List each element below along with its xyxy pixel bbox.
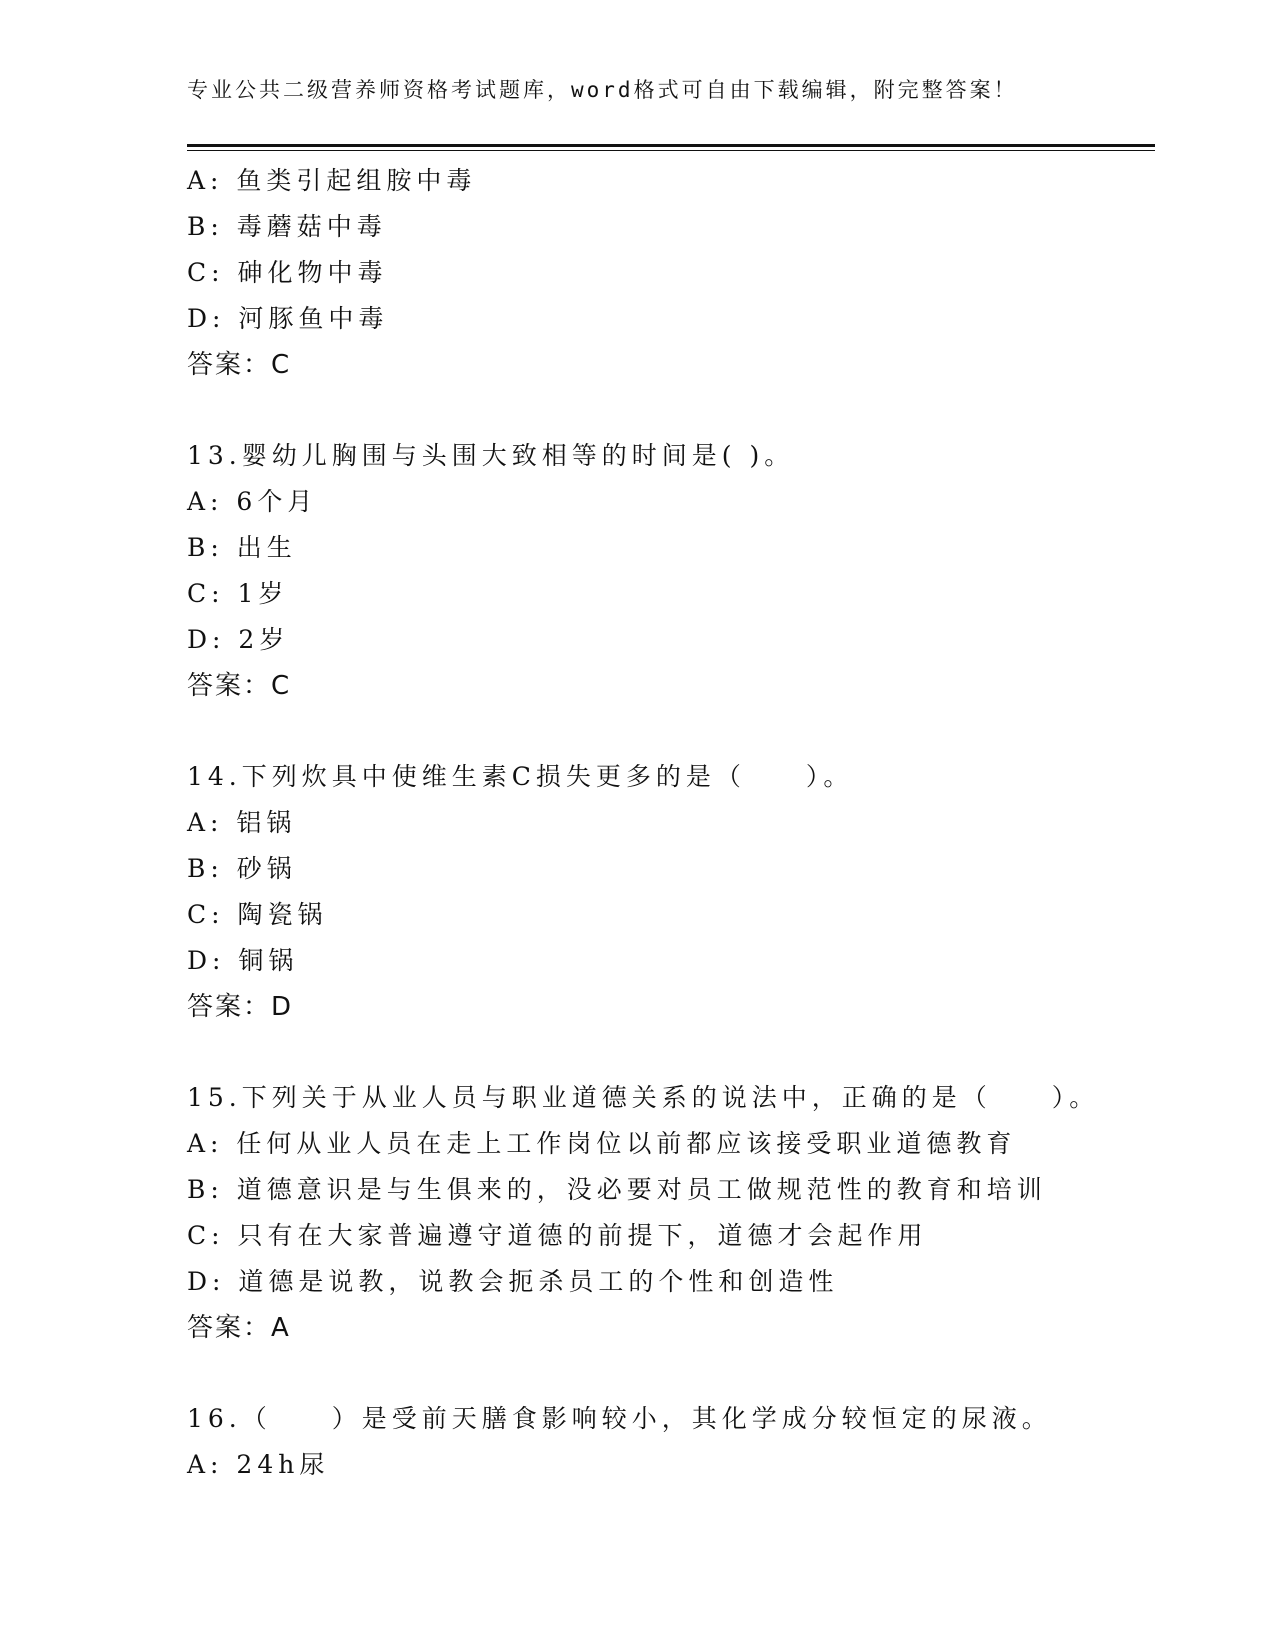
question-stem: 16.（ ）是受前天膳食影响较小，其化学成分较恒定的尿液。 [187, 1404, 1052, 1433]
question-list [187, 158, 1155, 1488]
answer-line: 答案：D [187, 992, 294, 1022]
option-d: D: 道德是说教，说教会扼杀员工的个性和创造性 [187, 1267, 839, 1296]
spacer [187, 388, 1155, 433]
question-13 [187, 433, 1155, 709]
question-stem: 15.下列关于从业人员与职业道德关系的说法中，正确的是（ ）。 [187, 1083, 1100, 1112]
answer-line: 答案：A [187, 1313, 291, 1343]
option-b: B: 砂锅 [187, 854, 297, 883]
option-c: C: 陶瓷锅 [187, 900, 328, 929]
option-c: C: 砷化物中毒 [187, 258, 388, 287]
question-14 [187, 754, 1155, 1030]
option-c: C: 1岁 [187, 579, 289, 608]
option-c: C: 只有在大家普遍遵守道德的前提下，道德才会起作用 [187, 1221, 928, 1250]
option-d: D: 2岁 [187, 625, 290, 654]
question-stem: 13.婴幼儿胸围与头围大致相等的时间是( )。 [187, 441, 795, 470]
option-b: B: 毒蘑菇中毒 [187, 212, 387, 241]
option-d: D: 铜锅 [187, 946, 299, 975]
header-rule-thin [187, 150, 1155, 151]
question-stem: 14.下列炊具中使维生素C损失更多的是（ ）。 [187, 762, 854, 791]
question-12-continuation [187, 158, 1155, 388]
question-16 [187, 1396, 1155, 1488]
option-b: B: 道德意识是与生俱来的，没必要对员工做规范性的教育和培训 [187, 1175, 1047, 1204]
answer-line: 答案：C [187, 671, 292, 701]
option-a: A: 任何从业人员在走上工作岗位以前都应该接受职业道德教育 [187, 1129, 1017, 1158]
option-a: A: 铝锅 [187, 808, 297, 837]
option-a: A: 鱼类引起组胺中毒 [187, 166, 477, 195]
spacer [187, 709, 1155, 754]
question-15 [187, 1075, 1155, 1351]
page-header: 专业公共二级营养师资格考试题库，word格式可自由下载编辑，附完整答案！ [187, 78, 1018, 102]
spacer [187, 1030, 1155, 1075]
spacer [187, 1351, 1155, 1396]
option-a: A: 6个月 [187, 487, 318, 516]
header-rule-thick [187, 144, 1155, 147]
answer-line: 答案：C [187, 350, 292, 380]
option-b: B: 出生 [187, 533, 297, 562]
option-d: D: 河豚鱼中毒 [187, 304, 389, 333]
option-a: A: 24h尿 [187, 1450, 330, 1479]
